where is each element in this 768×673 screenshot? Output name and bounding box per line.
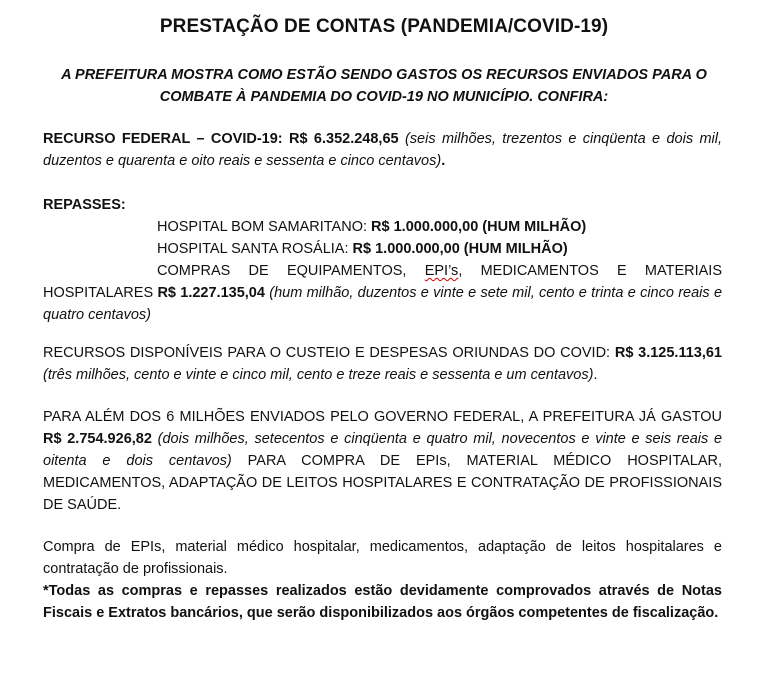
repasses-heading: REPASSES: <box>43 197 126 213</box>
disponiveis-label: RECURSOS DISPONÍVEIS PARA O CUSTEIO E DESPESAS ORIUNDAS DO COVID: <box>43 345 611 361</box>
federal-amount: R$ 6.352.248,65 <box>289 131 399 147</box>
compras-suffix: , MEDICAMENTOS E MATERIAIS HOSPITALARES <box>43 263 722 301</box>
disclaimer-note: *Todas as compras e repasses realizados estão devidamente comprovados através de Notas Fiscais e Extratos bancários, que serão disponibilizados aos órgãos competentes de fiscalização. <box>43 583 722 621</box>
hospital1-label: HOSPITAL BOM SAMARITANO: <box>157 219 368 235</box>
gastos-rest: PARA COMPRA DE EPIs, MATERIAL MÉDICO HOSPITALAR, MEDICAMENTOS, ADAPTAÇÃO DE LEITOS HOSPITALARES E CONTRATAÇÃO DE PROFISSIONAIS DE SAÚDE. <box>43 453 723 513</box>
summary-paragraph: Compra de EPIs, material médico hospitalar, medicamentos, adaptação de leitos hospitalares e contratação de profissionais. <box>43 539 722 577</box>
page-title: PRESTAÇÃO DE CONTAS (PANDEMIA/COVID-19) <box>159 16 609 37</box>
gastos-intro: PARA ALÉM DOS 6 MILHÕES ENVIADOS PELO GOVERNO FEDERAL, A PREFEITURA JÁ GASTOU <box>43 409 722 425</box>
disponiveis-paragraph <box>43 342 722 386</box>
disponiveis-end: . <box>593 367 598 383</box>
federal-end: . <box>441 153 446 169</box>
disponiveis-amount: R$ 3.125.113,61 <box>614 345 723 361</box>
repasse-hospital-santa-rosalia <box>43 238 722 260</box>
gastos-amount: R$ 2.754.926,82 <box>43 431 152 447</box>
compras-prefix: COMPRAS DE EQUIPAMENTOS, <box>157 263 407 279</box>
gastos-amount-words: (dois milhões, setecentos e cinqüenta e quatro mil, novecentos e vinte e seis reais e oitenta e dois centavos) <box>43 431 723 469</box>
hospital2-amount: R$ 1.000.000,00 (HUM MILHÃO) <box>352 241 568 257</box>
page-subtitle: A PREFEITURA MOSTRA COMO ESTÃO SENDO GASTOS OS RECURSOS ENVIADOS PARA O COMBATE À PANDEMIA DO COVID-19 NO MUNICÍPIO. CONFIRA: <box>61 67 707 105</box>
federal-resource-paragraph <box>43 128 722 172</box>
compras-amount-words: (hum milhão, duzentos e vinte e sete mil, cento e trinta e cinco reais e quatro centavos) <box>43 285 723 323</box>
hospital1-amount: R$ 1.000.000,00 (HUM MILHÃO) <box>371 219 587 235</box>
repasse-compras <box>43 260 722 326</box>
repasse-hospital-bom-samaritano <box>43 216 722 238</box>
hospital2-label: HOSPITAL SANTA ROSÁLIA: <box>157 241 349 257</box>
federal-label: RECURSO FEDERAL – COVID-19: <box>43 131 283 147</box>
compras-amount: R$ 1.227.135,04 <box>157 285 265 301</box>
federal-amount-words: (seis milhões, trezentos e cinqüenta e dois mil, duzentos e quarenta e oito reais e sessenta e cinco centavos) <box>43 131 722 169</box>
gastos-paragraph <box>43 406 722 516</box>
disponiveis-amount-words: (três milhões, cento e vinte e cinco mil, cento e treze reais e sessenta e um centavos) <box>43 367 594 383</box>
compras-epis: EPI’s <box>424 263 459 279</box>
repasses-section <box>43 194 722 326</box>
